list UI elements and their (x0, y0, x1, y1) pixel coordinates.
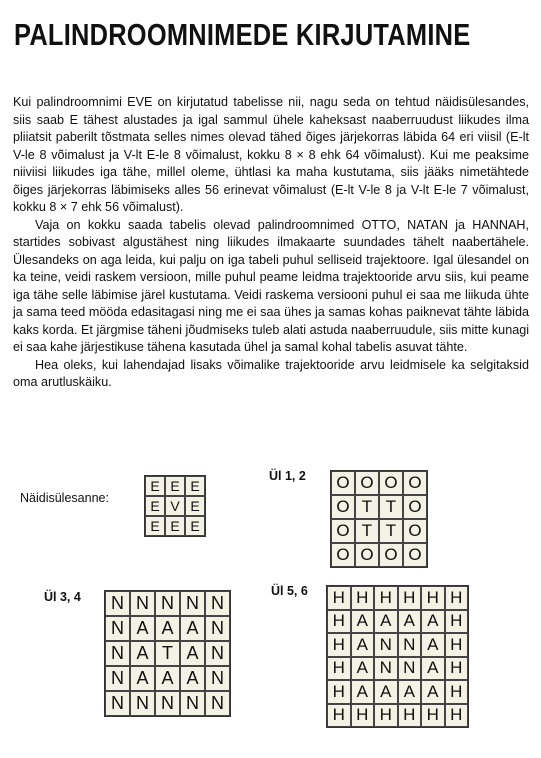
grid-cell: H (351, 586, 375, 610)
grid-cell: A (351, 633, 375, 657)
grid-cell: H (327, 704, 351, 728)
puzzle-3-4-label: Ül 3, 4 (44, 590, 81, 604)
grid-cell: N (205, 641, 230, 666)
grid-cell: A (421, 610, 445, 634)
grid-cell: N (180, 691, 205, 716)
grid-cell: A (130, 666, 155, 691)
grid-cell: A (155, 616, 180, 641)
grid-cell: N (205, 691, 230, 716)
grid-cell: A (421, 633, 445, 657)
grid-cell: H (445, 680, 469, 704)
grid-cell: N (105, 641, 130, 666)
grid-cell: H (327, 657, 351, 681)
grid-cell: E (185, 476, 205, 496)
grid-cell: E (165, 516, 185, 536)
grid-cell: H (445, 657, 469, 681)
grid-cell: O (331, 471, 355, 495)
grid-cell: N (205, 666, 230, 691)
puzzle-5-6-label: Ül 5, 6 (271, 584, 308, 598)
puzzle-3-4-letter-grid (104, 590, 231, 717)
grid-cell: O (403, 543, 427, 567)
grid-cell: H (421, 704, 445, 728)
grid-cell: A (180, 641, 205, 666)
grid-cell: N (105, 666, 130, 691)
grid-cell: N (105, 616, 130, 641)
grid-cell: N (398, 633, 422, 657)
grid-cell: A (421, 657, 445, 681)
paragraph-closing: Hea oleks, kui lahendajad lisaks võimalike trajektooride arvu leidmisele ka selgitaksid oma arutluskäiku. (13, 357, 529, 389)
grid-cell: N (180, 591, 205, 616)
grid-cell: O (403, 519, 427, 543)
grid-cell: A (130, 641, 155, 666)
grid-cell: O (403, 495, 427, 519)
grid-cell: A (351, 680, 375, 704)
grid-cell: N (398, 657, 422, 681)
grid-cell: H (327, 633, 351, 657)
grid-cell: T (355, 519, 379, 543)
grid-cell: H (398, 704, 422, 728)
grid-cell: O (331, 519, 355, 543)
grid-cell: V (165, 496, 185, 516)
puzzle-1-2-letter-grid (330, 470, 428, 568)
grid-cell: N (205, 616, 230, 641)
grid-cell: H (374, 586, 398, 610)
grid-cell: H (445, 633, 469, 657)
grid-cell: O (355, 543, 379, 567)
grid-cell: N (374, 633, 398, 657)
grid-cell: E (145, 516, 165, 536)
example-letter-grid (144, 475, 206, 537)
grid-cell: T (155, 641, 180, 666)
grid-cell: H (445, 610, 469, 634)
example-label: Näidisülesanne: (20, 491, 109, 505)
grid-cell: A (421, 680, 445, 704)
grid-cell: O (355, 471, 379, 495)
grid-cell: A (155, 666, 180, 691)
puzzle-5-6-letter-grid (326, 585, 469, 728)
grid-cell: T (379, 519, 403, 543)
grid-cell: H (327, 680, 351, 704)
grid-cell: H (351, 704, 375, 728)
grid-cell: N (130, 591, 155, 616)
grid-cell: H (327, 586, 351, 610)
grid-cell: A (351, 657, 375, 681)
grid-cell: E (165, 476, 185, 496)
grid-cell: A (180, 666, 205, 691)
grid-cell: E (185, 516, 205, 536)
grid-cell: A (180, 616, 205, 641)
grid-cell: O (331, 495, 355, 519)
grid-cell: A (351, 610, 375, 634)
article-body (13, 94, 529, 392)
paragraph-intro: Kui palindroomnimi EVE on kirjutatud tabelisse nii, nagu seda on tehtud näidisülesandes, siis saab E tähest alustades ja igal sammul ühele kaheksast naaberruudust liikudes ilma pliiatsit paberilt tõstmata selles nimes olevad tähed õiges järjekorras läbida 64 eri viisil (E-lt V-le 8 võimalust ja V-lt E-le 8 võimalust, kokku 8 × 8 ehk 64 võimalust). Kui me peaksime niiviisi liikudes iga tähe, millel oleme, ühtlasi ka maha kustutama, siis jääks nimetähtede õiges järjekorras läbimiseks alles 56 erinevat võimalust (E-lt V-le 8 ja V-lt E-le 7 võimalust, kokku 8 × 7 ehk 56 võimalust). (13, 95, 529, 214)
grid-cell: N (155, 591, 180, 616)
grid-cell: E (145, 496, 165, 516)
grid-cell: A (374, 610, 398, 634)
grid-cell: N (130, 691, 155, 716)
grid-cell: O (379, 543, 403, 567)
grid-cell: A (374, 680, 398, 704)
grid-cell: A (130, 616, 155, 641)
grid-cell: N (155, 691, 180, 716)
grid-cell: O (379, 471, 403, 495)
paragraph-task: Vaja on kokku saada tabelis olevad palindroomnimed OTTO, NATAN ja HANNAH, startides sobivast algustähest ning liikudes ilmakaarte suundades tähelt naabertähele. Ülesandeks on aga leida, kui palju on iga tabeli puhul selliseid trajektoore. Igal ülesandel on ka teine, veidi raskem versioon, mille puhul peame leidma trajektooride arvu siis, kui peame iga tähe selle läbimise järel kustutama. Veidi raskema versiooni puhul ei saa me liikuda ühte ja sama teed mööda edasitagasi ning me ei saa ühes ja samas kohas paiknevat tähte läbida kaks korda. Et järgmise täheni jõudmiseks tuleb alati astuda naaberruudule, siis mitte kunagi ei saa kahe järjestikuse tähena kasutada ühel ja samal kohal tabelis asuvat tähte. (13, 217, 529, 354)
grid-cell: T (379, 495, 403, 519)
grid-cell: H (374, 704, 398, 728)
grid-cell: H (445, 704, 469, 728)
grid-cell: H (398, 586, 422, 610)
grid-cell: E (185, 496, 205, 516)
grid-cell: N (105, 691, 130, 716)
grid-cell: H (327, 610, 351, 634)
grid-cell: O (403, 471, 427, 495)
grid-cell: H (445, 586, 469, 610)
grid-cell: N (105, 591, 130, 616)
grid-cell: A (398, 610, 422, 634)
grid-cell: H (421, 586, 445, 610)
grid-cell: N (374, 657, 398, 681)
grid-cell: N (205, 591, 230, 616)
grid-cell: O (331, 543, 355, 567)
grid-cell: E (145, 476, 165, 496)
puzzle-1-2-label: Ül 1, 2 (269, 469, 306, 483)
page-title: PALINDROOMNIMEDE KIRJUTAMINE (14, 17, 471, 52)
grid-cell: T (355, 495, 379, 519)
grid-cell: A (398, 680, 422, 704)
